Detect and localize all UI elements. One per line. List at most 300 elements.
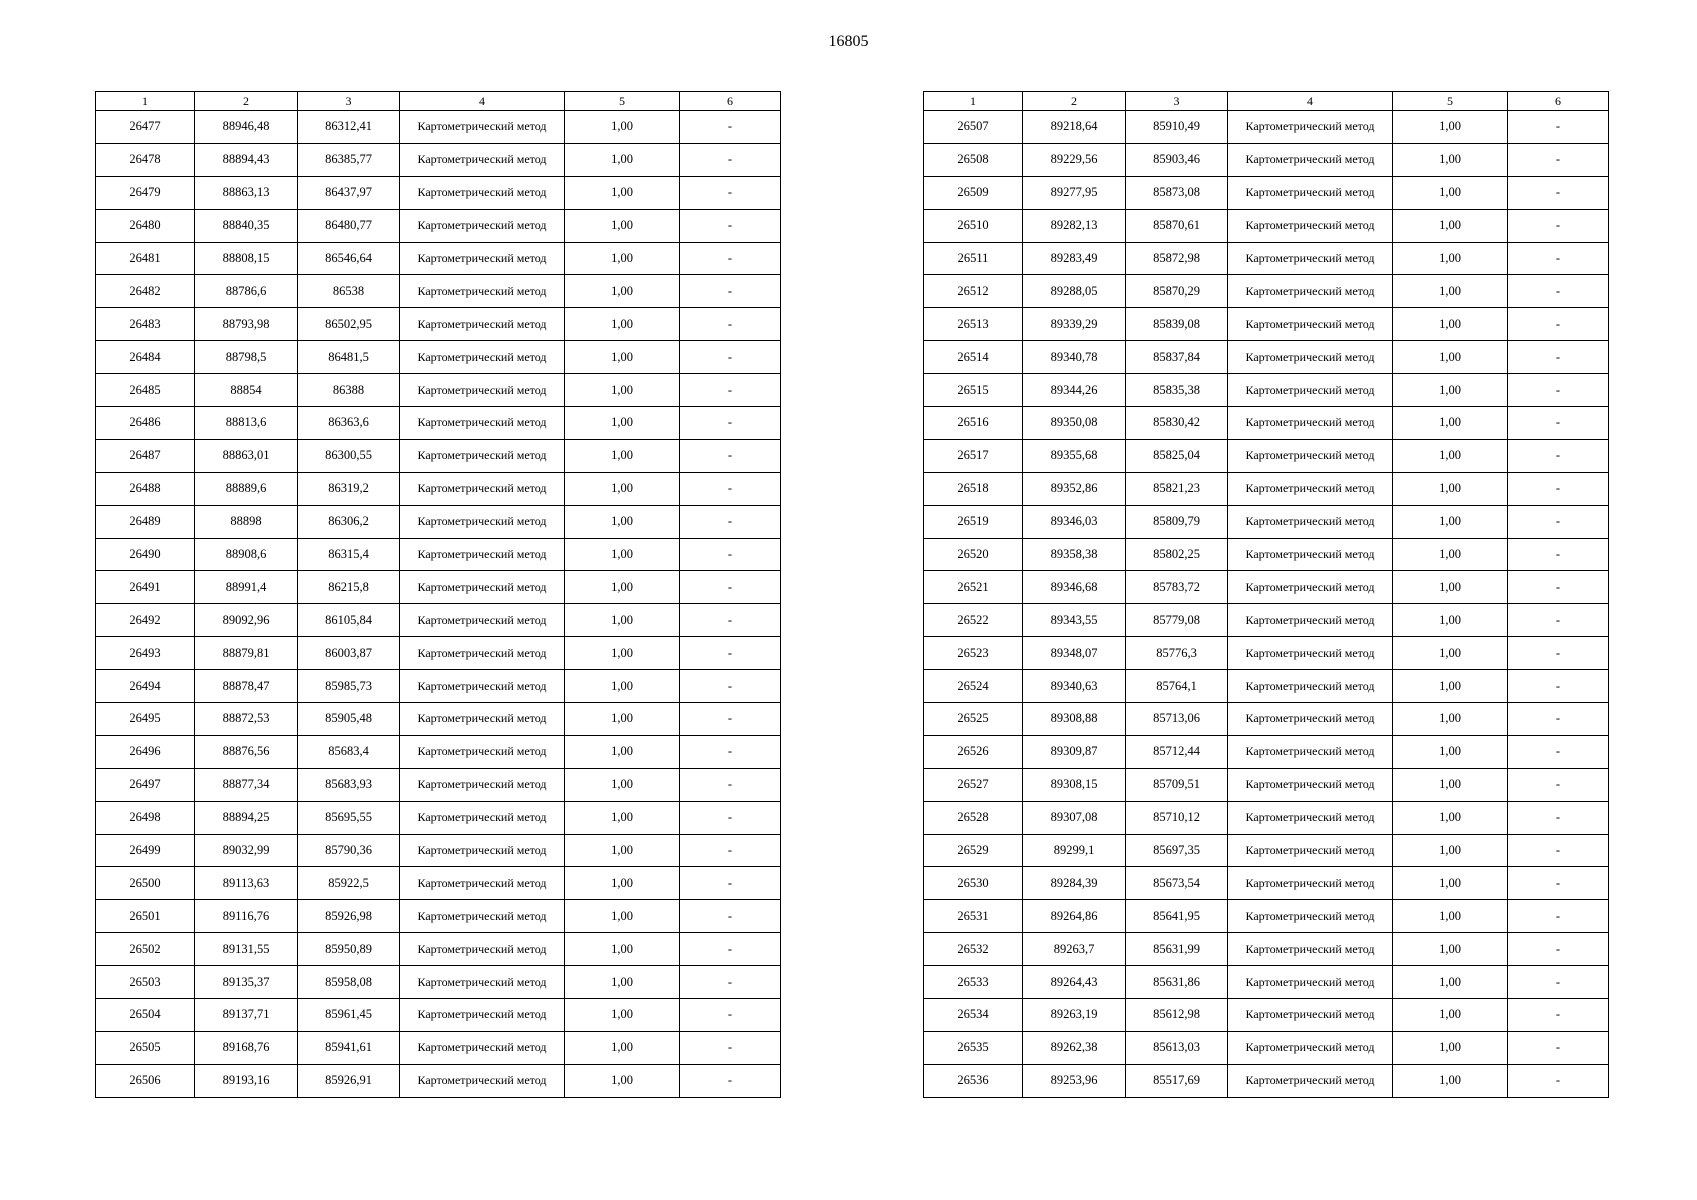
description-cell: -: [680, 834, 781, 867]
x-coordinate-cell: 89137,71: [195, 999, 298, 1032]
x-coordinate-cell: 89283,49: [1023, 242, 1126, 275]
accuracy-cell: 1,00: [1393, 111, 1508, 144]
y-coordinate-cell: 86538: [298, 275, 400, 308]
x-coordinate-cell: 89229,56: [1023, 143, 1126, 176]
method-cell: Картометрический метод: [1228, 407, 1393, 440]
y-coordinate-cell: 85835,38: [1126, 374, 1228, 407]
point-number-cell: 26533: [924, 966, 1023, 999]
point-number-cell: 26524: [924, 670, 1023, 703]
method-cell: Картометрический метод: [400, 966, 565, 999]
x-coordinate-cell: 89264,86: [1023, 900, 1126, 933]
accuracy-cell: 1,00: [1393, 735, 1508, 768]
method-cell: Картометрический метод: [1228, 176, 1393, 209]
point-number-cell: 26484: [96, 341, 195, 374]
x-coordinate-cell: 88894,43: [195, 143, 298, 176]
x-coordinate-cell: 89116,76: [195, 900, 298, 933]
x-coordinate-cell: 89309,87: [1023, 735, 1126, 768]
point-number-cell: 26510: [924, 209, 1023, 242]
x-coordinate-cell: 89348,07: [1023, 637, 1126, 670]
description-cell: -: [1508, 407, 1609, 440]
table-row: [96, 439, 781, 472]
point-number-cell: 26522: [924, 604, 1023, 637]
column-header: 5: [565, 92, 680, 111]
method-cell: Картометрический метод: [400, 275, 565, 308]
accuracy-cell: 1,00: [1393, 637, 1508, 670]
column-header: 5: [1393, 92, 1508, 111]
table-row: [924, 308, 1609, 341]
method-cell: Картометрический метод: [1228, 275, 1393, 308]
accuracy-cell: 1,00: [1393, 407, 1508, 440]
point-number-cell: 26491: [96, 571, 195, 604]
x-coordinate-cell: 88863,13: [195, 176, 298, 209]
y-coordinate-cell: 85870,29: [1126, 275, 1228, 308]
column-header: 2: [1023, 92, 1126, 111]
accuracy-cell: 1,00: [565, 275, 680, 308]
y-coordinate-cell: 86319,2: [298, 472, 400, 505]
y-coordinate-cell: 85870,61: [1126, 209, 1228, 242]
table-row: [924, 374, 1609, 407]
y-coordinate-cell: 85910,49: [1126, 111, 1228, 144]
y-coordinate-cell: 85776,3: [1126, 637, 1228, 670]
point-number-cell: 26479: [96, 176, 195, 209]
x-coordinate-cell: 88854: [195, 374, 298, 407]
accuracy-cell: 1,00: [1393, 670, 1508, 703]
description-cell: -: [680, 703, 781, 736]
y-coordinate-cell: 85802,25: [1126, 538, 1228, 571]
point-number-cell: 26519: [924, 505, 1023, 538]
table-row: [924, 834, 1609, 867]
y-coordinate-cell: 86003,87: [298, 637, 400, 670]
method-cell: Картометрический метод: [1228, 933, 1393, 966]
y-coordinate-cell: 86363,6: [298, 407, 400, 440]
accuracy-cell: 1,00: [1393, 966, 1508, 999]
y-coordinate-cell: 85903,46: [1126, 143, 1228, 176]
method-cell: Картометрический метод: [400, 308, 565, 341]
y-coordinate-cell: 86502,95: [298, 308, 400, 341]
table-row: [96, 900, 781, 933]
table-row: [96, 571, 781, 604]
y-coordinate-cell: 86481,5: [298, 341, 400, 374]
point-number-cell: 26503: [96, 966, 195, 999]
x-coordinate-cell: 88872,53: [195, 703, 298, 736]
point-number-cell: 26536: [924, 1064, 1023, 1097]
method-cell: Картометрический метод: [1228, 308, 1393, 341]
accuracy-cell: 1,00: [565, 472, 680, 505]
table-row: [924, 275, 1609, 308]
description-cell: -: [1508, 143, 1609, 176]
accuracy-cell: 1,00: [1393, 472, 1508, 505]
point-number-cell: 26527: [924, 768, 1023, 801]
point-number-cell: 26498: [96, 801, 195, 834]
method-cell: Картометрический метод: [400, 143, 565, 176]
accuracy-cell: 1,00: [565, 966, 680, 999]
point-number-cell: 26492: [96, 604, 195, 637]
description-cell: -: [680, 670, 781, 703]
column-header: 3: [298, 92, 400, 111]
table-row: [96, 1031, 781, 1064]
method-cell: Картометрический метод: [1228, 472, 1393, 505]
y-coordinate-cell: 85613,03: [1126, 1031, 1228, 1064]
table-row: [96, 768, 781, 801]
method-cell: Картометрический метод: [1228, 111, 1393, 144]
y-coordinate-cell: 85905,48: [298, 703, 400, 736]
method-cell: Картометрический метод: [400, 472, 565, 505]
x-coordinate-cell: 89263,7: [1023, 933, 1126, 966]
table-row: [924, 867, 1609, 900]
accuracy-cell: 1,00: [1393, 209, 1508, 242]
method-cell: Картометрический метод: [400, 900, 565, 933]
y-coordinate-cell: 85830,42: [1126, 407, 1228, 440]
y-coordinate-cell: 85673,54: [1126, 867, 1228, 900]
point-number-cell: 26477: [96, 111, 195, 144]
x-coordinate-cell: 88863,01: [195, 439, 298, 472]
table-row: [924, 143, 1609, 176]
method-cell: Картометрический метод: [1228, 966, 1393, 999]
method-cell: Картометрический метод: [1228, 637, 1393, 670]
y-coordinate-cell: 85697,35: [1126, 834, 1228, 867]
point-number-cell: 26518: [924, 472, 1023, 505]
accuracy-cell: 1,00: [565, 801, 680, 834]
y-coordinate-cell: 85713,06: [1126, 703, 1228, 736]
description-cell: -: [1508, 374, 1609, 407]
method-cell: Картометрический метод: [400, 111, 565, 144]
y-coordinate-cell: 85631,86: [1126, 966, 1228, 999]
y-coordinate-cell: 85631,99: [1126, 933, 1228, 966]
y-coordinate-cell: 85779,08: [1126, 604, 1228, 637]
x-coordinate-cell: 88798,5: [195, 341, 298, 374]
x-coordinate-cell: 88898: [195, 505, 298, 538]
x-coordinate-cell: 89131,55: [195, 933, 298, 966]
y-coordinate-cell: 85790,36: [298, 834, 400, 867]
accuracy-cell: 1,00: [565, 308, 680, 341]
x-coordinate-cell: 89263,19: [1023, 999, 1126, 1032]
method-cell: Картометрический метод: [400, 571, 565, 604]
description-cell: -: [1508, 670, 1609, 703]
y-coordinate-cell: 85926,91: [298, 1064, 400, 1097]
description-cell: -: [680, 439, 781, 472]
description-cell: -: [1508, 472, 1609, 505]
y-coordinate-cell: 85641,95: [1126, 900, 1228, 933]
x-coordinate-cell: 88946,48: [195, 111, 298, 144]
y-coordinate-cell: 85872,98: [1126, 242, 1228, 275]
method-cell: Картометрический метод: [1228, 143, 1393, 176]
point-number-cell: 26515: [924, 374, 1023, 407]
description-cell: -: [680, 143, 781, 176]
table-row: [924, 571, 1609, 604]
x-coordinate-cell: 88879,81: [195, 637, 298, 670]
point-number-cell: 26530: [924, 867, 1023, 900]
method-cell: Картометрический метод: [400, 176, 565, 209]
x-coordinate-cell: 88793,98: [195, 308, 298, 341]
x-coordinate-cell: 89218,64: [1023, 111, 1126, 144]
y-coordinate-cell: 85709,51: [1126, 768, 1228, 801]
description-cell: -: [680, 604, 781, 637]
accuracy-cell: 1,00: [1393, 834, 1508, 867]
method-cell: Картометрический метод: [1228, 242, 1393, 275]
accuracy-cell: 1,00: [565, 538, 680, 571]
y-coordinate-cell: 85683,93: [298, 768, 400, 801]
description-cell: -: [680, 571, 781, 604]
description-cell: -: [1508, 209, 1609, 242]
x-coordinate-cell: 89193,16: [195, 1064, 298, 1097]
x-coordinate-cell: 88894,25: [195, 801, 298, 834]
accuracy-cell: 1,00: [565, 604, 680, 637]
x-coordinate-cell: 88908,6: [195, 538, 298, 571]
accuracy-cell: 1,00: [565, 242, 680, 275]
table-row: [96, 703, 781, 736]
y-coordinate-cell: 85950,89: [298, 933, 400, 966]
table-row: [96, 308, 781, 341]
table-row: [924, 538, 1609, 571]
accuracy-cell: 1,00: [565, 374, 680, 407]
table-row: [924, 999, 1609, 1032]
description-cell: -: [680, 209, 781, 242]
method-cell: Картометрический метод: [400, 637, 565, 670]
accuracy-cell: 1,00: [565, 900, 680, 933]
x-coordinate-cell: 89264,43: [1023, 966, 1126, 999]
x-coordinate-cell: 89308,15: [1023, 768, 1126, 801]
point-number-cell: 26499: [96, 834, 195, 867]
description-cell: -: [680, 111, 781, 144]
accuracy-cell: 1,00: [1393, 801, 1508, 834]
point-number-cell: 26502: [96, 933, 195, 966]
header-row: [924, 92, 1609, 111]
description-cell: -: [1508, 867, 1609, 900]
accuracy-cell: 1,00: [1393, 703, 1508, 736]
point-number-cell: 26505: [96, 1031, 195, 1064]
method-cell: Картометрический метод: [400, 604, 565, 637]
y-coordinate-cell: 86306,2: [298, 505, 400, 538]
y-coordinate-cell: 85825,04: [1126, 439, 1228, 472]
table-row: [96, 407, 781, 440]
accuracy-cell: 1,00: [565, 735, 680, 768]
description-cell: -: [680, 505, 781, 538]
accuracy-cell: 1,00: [565, 439, 680, 472]
point-number-cell: 26534: [924, 999, 1023, 1032]
point-number-cell: 26489: [96, 505, 195, 538]
point-number-cell: 26521: [924, 571, 1023, 604]
y-coordinate-cell: 85873,08: [1126, 176, 1228, 209]
y-coordinate-cell: 85839,08: [1126, 308, 1228, 341]
y-coordinate-cell: 85926,98: [298, 900, 400, 933]
point-number-cell: 26529: [924, 834, 1023, 867]
description-cell: -: [680, 900, 781, 933]
table-row: [924, 439, 1609, 472]
y-coordinate-cell: 85809,79: [1126, 505, 1228, 538]
method-cell: Картометрический метод: [400, 407, 565, 440]
point-number-cell: 26483: [96, 308, 195, 341]
x-coordinate-cell: 88878,47: [195, 670, 298, 703]
x-coordinate-cell: 89277,95: [1023, 176, 1126, 209]
point-number-cell: 26500: [96, 867, 195, 900]
y-coordinate-cell: 85922,5: [298, 867, 400, 900]
y-coordinate-cell: 85985,73: [298, 670, 400, 703]
y-coordinate-cell: 85821,23: [1126, 472, 1228, 505]
point-number-cell: 26486: [96, 407, 195, 440]
description-cell: -: [1508, 538, 1609, 571]
table-row: [96, 933, 781, 966]
point-number-cell: 26506: [96, 1064, 195, 1097]
column-header: 3: [1126, 92, 1228, 111]
column-header: 2: [195, 92, 298, 111]
accuracy-cell: 1,00: [565, 1064, 680, 1097]
description-cell: -: [1508, 111, 1609, 144]
table-row: [96, 275, 781, 308]
description-cell: -: [1508, 900, 1609, 933]
x-coordinate-cell: 89288,05: [1023, 275, 1126, 308]
description-cell: -: [680, 637, 781, 670]
method-cell: Картометрический метод: [1228, 209, 1393, 242]
accuracy-cell: 1,00: [565, 1031, 680, 1064]
method-cell: Картометрический метод: [400, 670, 565, 703]
x-coordinate-cell: 89358,38: [1023, 538, 1126, 571]
y-coordinate-cell: 86312,41: [298, 111, 400, 144]
table-row: [96, 341, 781, 374]
x-coordinate-cell: 88813,6: [195, 407, 298, 440]
column-header: 4: [1228, 92, 1393, 111]
table-row: [924, 670, 1609, 703]
accuracy-cell: 1,00: [565, 768, 680, 801]
point-number-cell: 26488: [96, 472, 195, 505]
method-cell: Картометрический метод: [1228, 900, 1393, 933]
table-row: [924, 1031, 1609, 1064]
x-coordinate-cell: 88991,4: [195, 571, 298, 604]
table-row: [924, 703, 1609, 736]
table-row: [96, 735, 781, 768]
accuracy-cell: 1,00: [1393, 143, 1508, 176]
point-number-cell: 26508: [924, 143, 1023, 176]
table-row: [96, 834, 781, 867]
coordinates-table-right: [923, 91, 1609, 1098]
method-cell: Картометрический метод: [400, 999, 565, 1032]
x-coordinate-cell: 89032,99: [195, 834, 298, 867]
point-number-cell: 26512: [924, 275, 1023, 308]
accuracy-cell: 1,00: [1393, 999, 1508, 1032]
method-cell: Картометрический метод: [400, 735, 565, 768]
y-coordinate-cell: 86437,97: [298, 176, 400, 209]
table-row: [924, 1064, 1609, 1097]
method-cell: Картометрический метод: [1228, 604, 1393, 637]
point-number-cell: 26523: [924, 637, 1023, 670]
description-cell: -: [1508, 966, 1609, 999]
method-cell: Картометрический метод: [400, 538, 565, 571]
point-number-cell: 26520: [924, 538, 1023, 571]
description-cell: -: [680, 933, 781, 966]
description-cell: -: [680, 407, 781, 440]
table-row: [96, 966, 781, 999]
description-cell: -: [1508, 768, 1609, 801]
x-coordinate-cell: 88877,34: [195, 768, 298, 801]
description-cell: -: [680, 374, 781, 407]
point-number-cell: 26509: [924, 176, 1023, 209]
accuracy-cell: 1,00: [565, 341, 680, 374]
table-row: [96, 242, 781, 275]
table-row: [96, 111, 781, 144]
accuracy-cell: 1,00: [565, 571, 680, 604]
table-row: [924, 768, 1609, 801]
table-row: [924, 637, 1609, 670]
accuracy-cell: 1,00: [565, 670, 680, 703]
point-number-cell: 26528: [924, 801, 1023, 834]
table-row: [924, 341, 1609, 374]
point-number-cell: 26526: [924, 735, 1023, 768]
method-cell: Картометрический метод: [1228, 703, 1393, 736]
x-coordinate-cell: 89343,55: [1023, 604, 1126, 637]
description-cell: -: [680, 1031, 781, 1064]
method-cell: Картометрический метод: [400, 768, 565, 801]
accuracy-cell: 1,00: [1393, 505, 1508, 538]
description-cell: -: [680, 275, 781, 308]
y-coordinate-cell: 85695,55: [298, 801, 400, 834]
description-cell: -: [680, 801, 781, 834]
accuracy-cell: 1,00: [1393, 538, 1508, 571]
table-row: [924, 407, 1609, 440]
method-cell: Картометрический метод: [1228, 867, 1393, 900]
x-coordinate-cell: 89282,13: [1023, 209, 1126, 242]
y-coordinate-cell: 86300,55: [298, 439, 400, 472]
description-cell: -: [1508, 801, 1609, 834]
description-cell: -: [1508, 703, 1609, 736]
accuracy-cell: 1,00: [565, 505, 680, 538]
description-cell: -: [680, 341, 781, 374]
point-number-cell: 26516: [924, 407, 1023, 440]
description-cell: -: [680, 735, 781, 768]
x-coordinate-cell: 89350,08: [1023, 407, 1126, 440]
x-coordinate-cell: 89253,96: [1023, 1064, 1126, 1097]
method-cell: Картометрический метод: [1228, 1064, 1393, 1097]
y-coordinate-cell: 85683,4: [298, 735, 400, 768]
x-coordinate-cell: 89135,37: [195, 966, 298, 999]
method-cell: Картометрический метод: [400, 933, 565, 966]
y-coordinate-cell: 85783,72: [1126, 571, 1228, 604]
description-cell: -: [1508, 933, 1609, 966]
y-coordinate-cell: 85961,45: [298, 999, 400, 1032]
method-cell: Картометрический метод: [1228, 505, 1393, 538]
method-cell: Картометрический метод: [1228, 538, 1393, 571]
method-cell: Картометрический метод: [1228, 670, 1393, 703]
y-coordinate-cell: 85764,1: [1126, 670, 1228, 703]
accuracy-cell: 1,00: [565, 867, 680, 900]
table-row: [96, 604, 781, 637]
y-coordinate-cell: 86546,64: [298, 242, 400, 275]
description-cell: -: [1508, 308, 1609, 341]
accuracy-cell: 1,00: [565, 834, 680, 867]
point-number-cell: 26487: [96, 439, 195, 472]
point-number-cell: 26490: [96, 538, 195, 571]
method-cell: Картометрический метод: [400, 209, 565, 242]
column-header: 4: [400, 92, 565, 111]
table-row: [96, 538, 781, 571]
point-number-cell: 26507: [924, 111, 1023, 144]
table-row: [96, 209, 781, 242]
y-coordinate-cell: 85712,44: [1126, 735, 1228, 768]
description-cell: -: [1508, 571, 1609, 604]
y-coordinate-cell: 86385,77: [298, 143, 400, 176]
table-row: [96, 505, 781, 538]
x-coordinate-cell: 89284,39: [1023, 867, 1126, 900]
x-coordinate-cell: 88876,56: [195, 735, 298, 768]
accuracy-cell: 1,00: [1393, 867, 1508, 900]
x-coordinate-cell: 89299,1: [1023, 834, 1126, 867]
accuracy-cell: 1,00: [565, 999, 680, 1032]
table-row: [96, 999, 781, 1032]
table-row: [96, 1064, 781, 1097]
method-cell: Картометрический метод: [1228, 834, 1393, 867]
table-row: [924, 933, 1609, 966]
accuracy-cell: 1,00: [1393, 1031, 1508, 1064]
method-cell: Картометрический метод: [400, 1031, 565, 1064]
accuracy-cell: 1,00: [1393, 933, 1508, 966]
